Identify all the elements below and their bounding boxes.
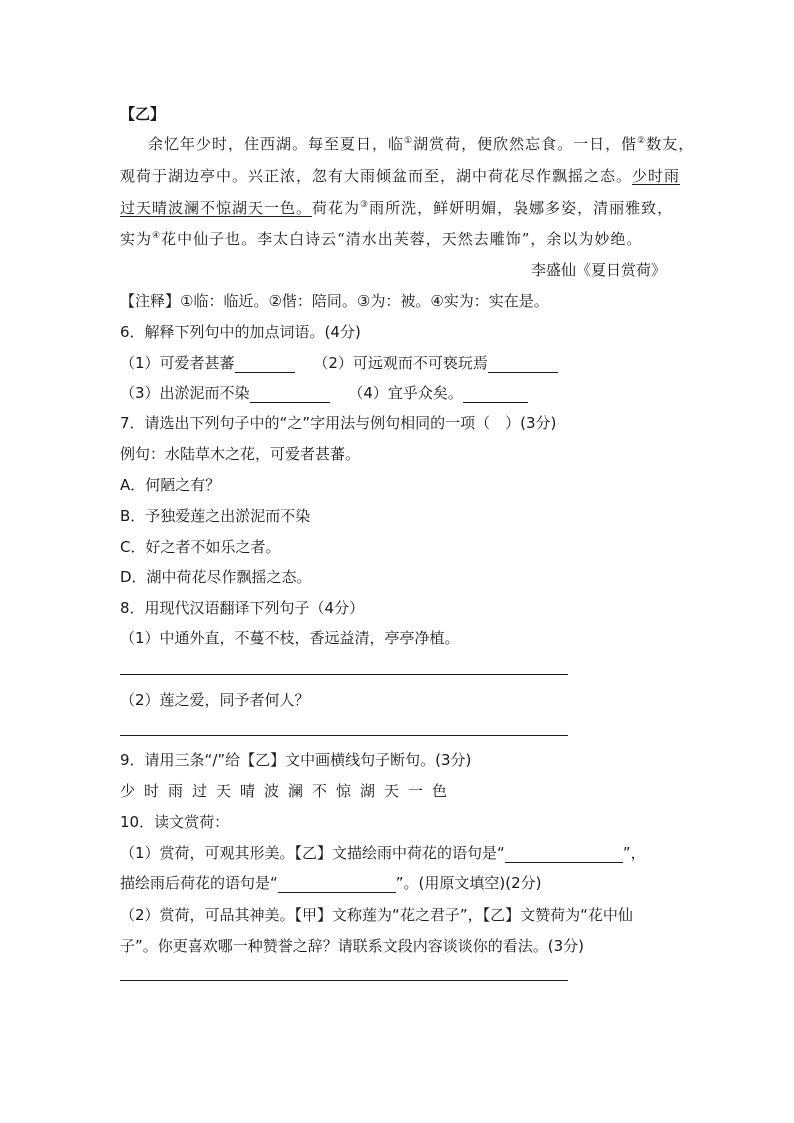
q10-line-1 (120, 843, 646, 863)
answer-line[interactable] (120, 674, 568, 675)
q7-option-d[interactable]: D．湖中荷花尽作飘摇之态。 (120, 568, 312, 586)
q6-item-1: （1）可爱者甚蕃 (120, 354, 235, 372)
passage-text: 荷花为 (312, 199, 361, 217)
passage-text: 余忆年少时，住西湖。每至夏日，临 (148, 135, 405, 153)
q10-line-4: 子”。你更喜欢哪一种赞誉之辞？请联系文段内容谈谈你的看法。(3分) (120, 937, 585, 955)
q6-item-3: （3）出淤泥而不染 (120, 384, 250, 402)
passage-text: 湖赏荷，便欣然忘食。一日，偕 (413, 135, 638, 153)
answer-line[interactable] (120, 735, 568, 736)
answer-blank[interactable] (235, 356, 295, 373)
q10-line-2 (120, 873, 542, 893)
answer-line[interactable] (120, 980, 568, 981)
answer-blank[interactable] (278, 876, 396, 893)
q7-option-a[interactable]: A．何陋之有？ (120, 476, 221, 494)
underlined-sentence: 过天晴波澜不惊湖天一色。 (120, 199, 313, 217)
q10-text: ”。(用原文填空)(2分) (395, 874, 542, 892)
passage-heading: 【乙】 (120, 105, 166, 123)
q8-stem: 8．用现代汉语翻译下列句子（4分） (120, 599, 365, 617)
q6-item-4: （4）宜乎众矣。 (348, 384, 463, 402)
passage-text: 花中仙子也。李太白诗云“清水出芙蓉，天然去雕饰”，余以为妙绝。 (161, 230, 643, 248)
underlined-sentence: 少时雨 (632, 167, 681, 185)
passage-text: 实为 (120, 230, 153, 248)
q8-sentence-1: （1）中通外直，不蔓不枝，香远益清，亭亭净植。 (120, 629, 460, 647)
q10-stem: 10．读文赏荷： (120, 813, 230, 831)
passage-text: 观荷于湖边亭中。兴正浓，忽有大雨倾盆而至，湖中荷花尽作飘摇之态。 (120, 167, 633, 185)
q10-text: （1）赏荷，可观其形美。【乙】文描绘雨中荷花的语句是“ (120, 844, 505, 862)
answer-blank[interactable] (505, 846, 623, 863)
note-marker: ④ (152, 231, 162, 241)
passage-line-3 (120, 198, 673, 218)
q6-row-1 (120, 353, 558, 373)
passage-text: 雨所洗，鲜妍明媚，袅娜多姿，清丽雅致， (369, 199, 674, 217)
note-marker: ③ (360, 200, 370, 210)
answer-blank[interactable] (488, 356, 558, 373)
q8-sentence-2: （2）莲之爱，同予者何人？ (120, 691, 310, 709)
q6-stem: 6．解释下列句中的加点词语。(4分) (120, 323, 361, 341)
passage-line-1 (148, 134, 694, 154)
q9-stem: 9．请用三条“/”给【乙】文中画横线句子断句。(3分) (120, 751, 472, 769)
q10-text: ”， (622, 844, 646, 862)
note-marker: ① (404, 136, 414, 146)
q7-example: 例句：水陆草木之花，可爱者甚蕃。 (120, 445, 361, 463)
note-marker: ② (637, 136, 647, 146)
q7-option-c[interactable]: C．好之者不如乐之者。 (120, 538, 281, 556)
passage-text: 数友， (646, 135, 695, 153)
answer-blank[interactable] (250, 386, 330, 403)
q7-option-b[interactable]: B．予独爱莲之出淤泥而不染 (120, 507, 311, 525)
q10-text: 描绘雨后荷花的语句是“ (120, 874, 278, 892)
q6-row-2 (120, 383, 528, 403)
notes: 【注释】①临：临近。②偕：陪同。③为：被。④实为：实在是。 (120, 292, 549, 310)
q10-line-3: （2）赏荷，可品其神美。【甲】文称莲为“花之君子”，【乙】文赞荷为“花中仙 (120, 906, 633, 924)
answer-blank[interactable] (463, 386, 528, 403)
q9-sentence: 少时雨过天晴波澜不惊湖天一色 (120, 782, 457, 800)
q6-item-2: （2）可远观而不可亵玩焉 (313, 354, 488, 372)
q7-stem: 7．请选出下列句子中的“之”字用法与例句相同的一项（ ）(3分) (120, 414, 557, 432)
passage-line-2 (120, 166, 680, 186)
passage-line-4 (120, 229, 642, 249)
passage-source: 李盛仙《夏日赏荷》 (530, 261, 666, 279)
